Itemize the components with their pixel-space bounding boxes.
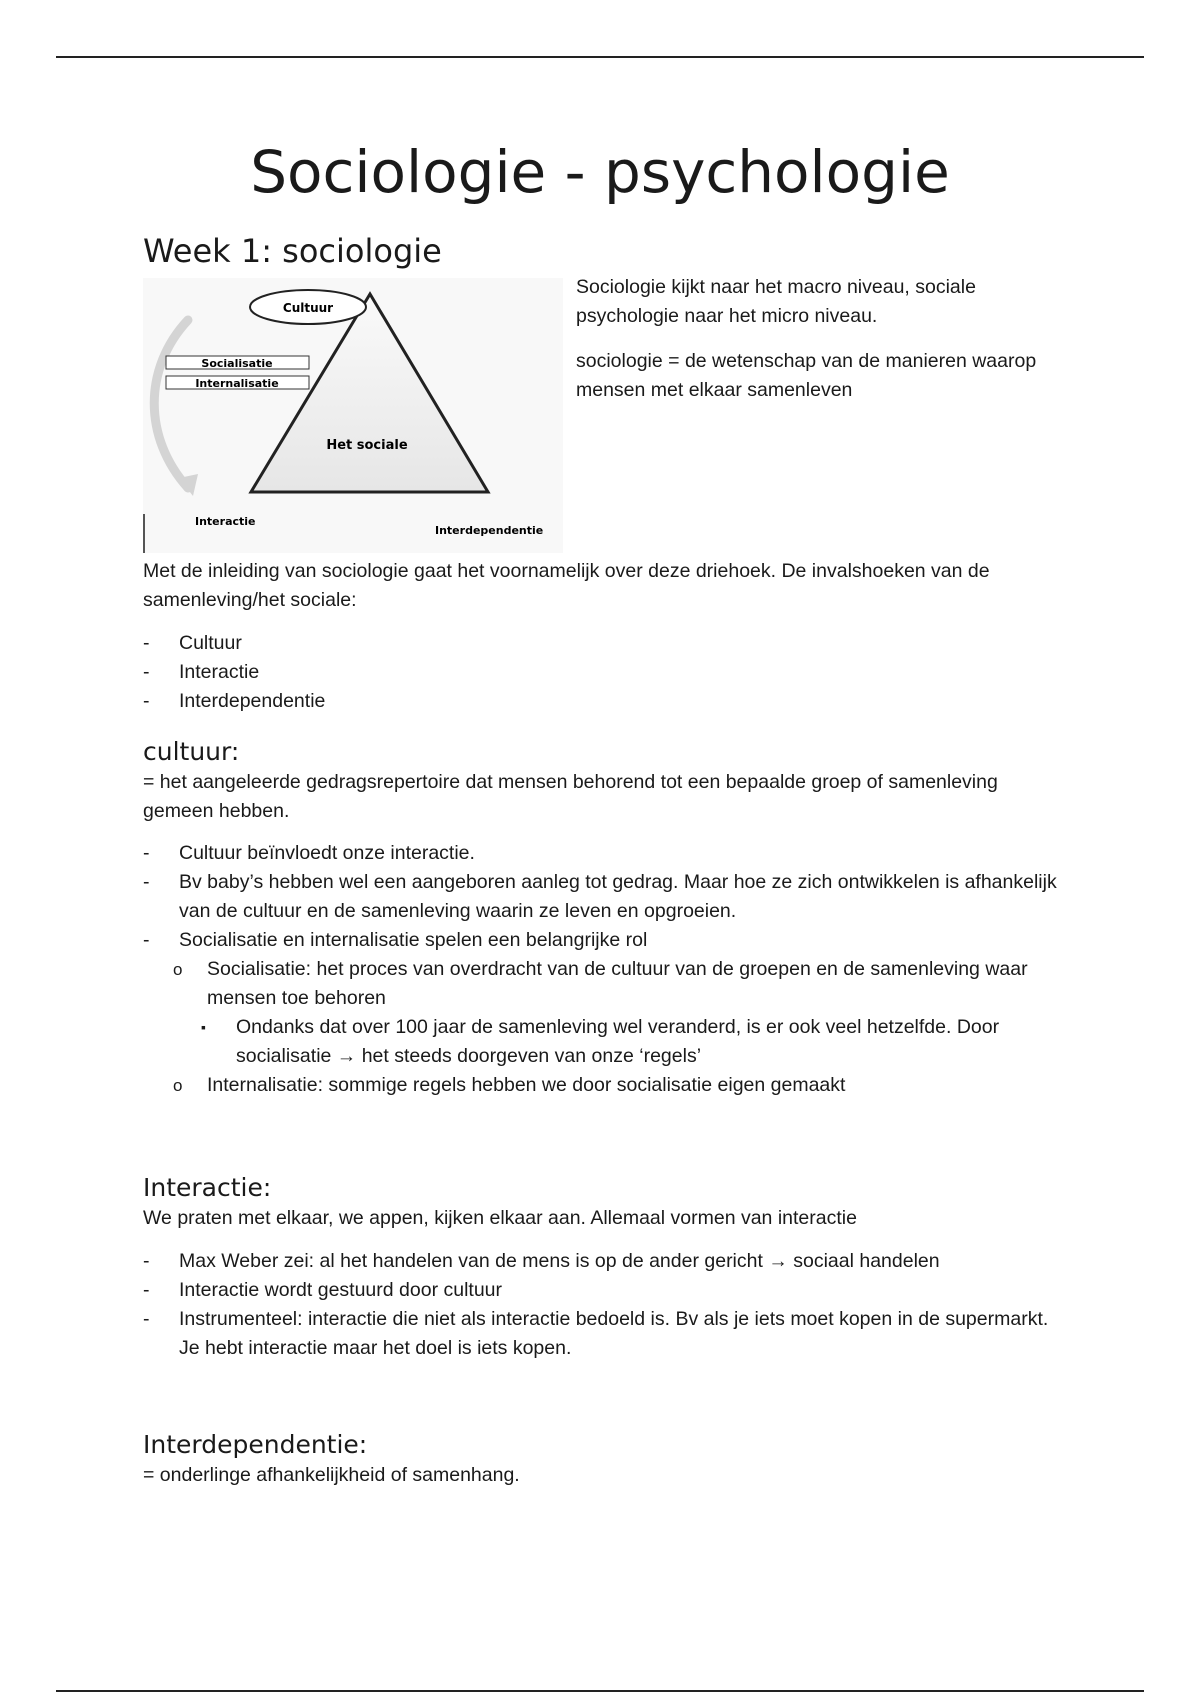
list-item: - Socialisatie en internalisatie spelen een belangrijke rol — [143, 926, 1063, 955]
interdependentie-label: Interdependentie — [435, 524, 544, 537]
square-bullet: ▪ — [201, 1019, 206, 1035]
cultuur-definition: = het aangeleerde gedragsrepertoire dat mensen behorend tot een bepaalde groep of samenleving gemeen hebben. — [143, 771, 998, 822]
side-definition: sociologie = de wetenschap van de manieren waarop mensen met elkaar samenleven — [576, 350, 1037, 401]
intro-section — [143, 557, 1063, 716]
circle-bullet: o — [173, 960, 183, 979]
subsublist-text: Ondanks dat over 100 jaar de samenleving wel veranderd, is er ook veel hetzelfde. Door socialisatie → het steeds doorgeven van onze ‘regels’ — [236, 1016, 1000, 1067]
list-item: - Interactie wordt gestuurd door cultuur — [143, 1276, 1063, 1305]
sublist-text: Socialisatie: het proces van overdracht van de cultuur van de groepen en de samenleving waar mensen toe behoren — [207, 958, 1028, 1009]
list-item: - Cultuur — [143, 629, 1063, 658]
interactie-list — [143, 1247, 1063, 1363]
interactie-intro: We praten met elkaar, we appen, kijken elkaar aan. Allemaal vormen van interactie — [143, 1207, 857, 1229]
interactie-heading: Interactie: — [143, 1173, 272, 1202]
interdependentie-section — [143, 1430, 1063, 1490]
header-rule — [56, 56, 1144, 58]
week-heading: Week 1: sociologie — [143, 232, 442, 270]
list-item: - Cultuur beïnvloedt onze interactie. — [143, 839, 1063, 868]
cultuur-subsublist — [143, 1013, 1063, 1071]
internalisatie-label: Internalisatie — [195, 377, 279, 390]
list-item: - Instrumenteel: interactie die niet als interactie bedoeld is. Bv als je iets moet kopen in de supermarkt. Je hebt interactie maar het doel is iets kopen. — [143, 1305, 1063, 1363]
list-item — [143, 955, 1063, 1013]
document-title: Sociologie - psychologie — [250, 138, 950, 206]
cultuur-sublist-2 — [143, 1071, 1063, 1100]
intro-list — [143, 629, 1063, 716]
side-paragraph: Sociologie kijkt naar het macro niveau, sociale psychologie naar het micro niveau. — [576, 276, 976, 327]
sublist-text: Internalisatie: sommige regels hebben we door socialisatie eigen gemaakt — [207, 1074, 846, 1096]
socialisatie-label: Socialisatie — [201, 357, 273, 370]
list-item: - Interdependentie — [143, 687, 1063, 716]
list-item — [143, 1013, 1063, 1071]
list-item: - Bv baby’s hebben wel een aangeboren aanleg tot gedrag. Maar hoe ze zich ontwikkelen is afhankelijk van de cultuur en de samenleving waarin ze leven en opgroeien. — [143, 868, 1063, 926]
interactie-section — [143, 1173, 1063, 1363]
cultuur-list — [143, 839, 1063, 955]
het-sociale-label: Het sociale — [326, 438, 408, 453]
sociology-triangle-diagram — [143, 278, 563, 553]
footer-rule — [56, 1690, 1144, 1692]
intro-paragraph: Met de inleiding van sociologie gaat het voornamelijk over deze driehoek. De invalshoeken van de samenleving/het sociale: — [143, 560, 990, 611]
circle-bullet: o — [173, 1076, 183, 1095]
list-item — [143, 1071, 1063, 1100]
cultuur-sublist — [143, 955, 1063, 1013]
intro-side-text — [576, 273, 1066, 404]
cultuur-label: Cultuur — [282, 301, 334, 315]
list-item: - Max Weber zei: al het handelen van de mens is op de ander gericht → sociaal handelen — [143, 1247, 1063, 1276]
cultuur-heading: cultuur: — [143, 737, 240, 766]
list-item: - Interactie — [143, 658, 1063, 687]
cultuur-section — [143, 737, 1063, 1100]
interdependentie-heading: Interdependentie: — [143, 1430, 368, 1459]
interactie-label: Interactie — [195, 515, 256, 528]
interdependentie-definition: = onderlinge afhankelijkheid of samenhang. — [143, 1464, 520, 1486]
